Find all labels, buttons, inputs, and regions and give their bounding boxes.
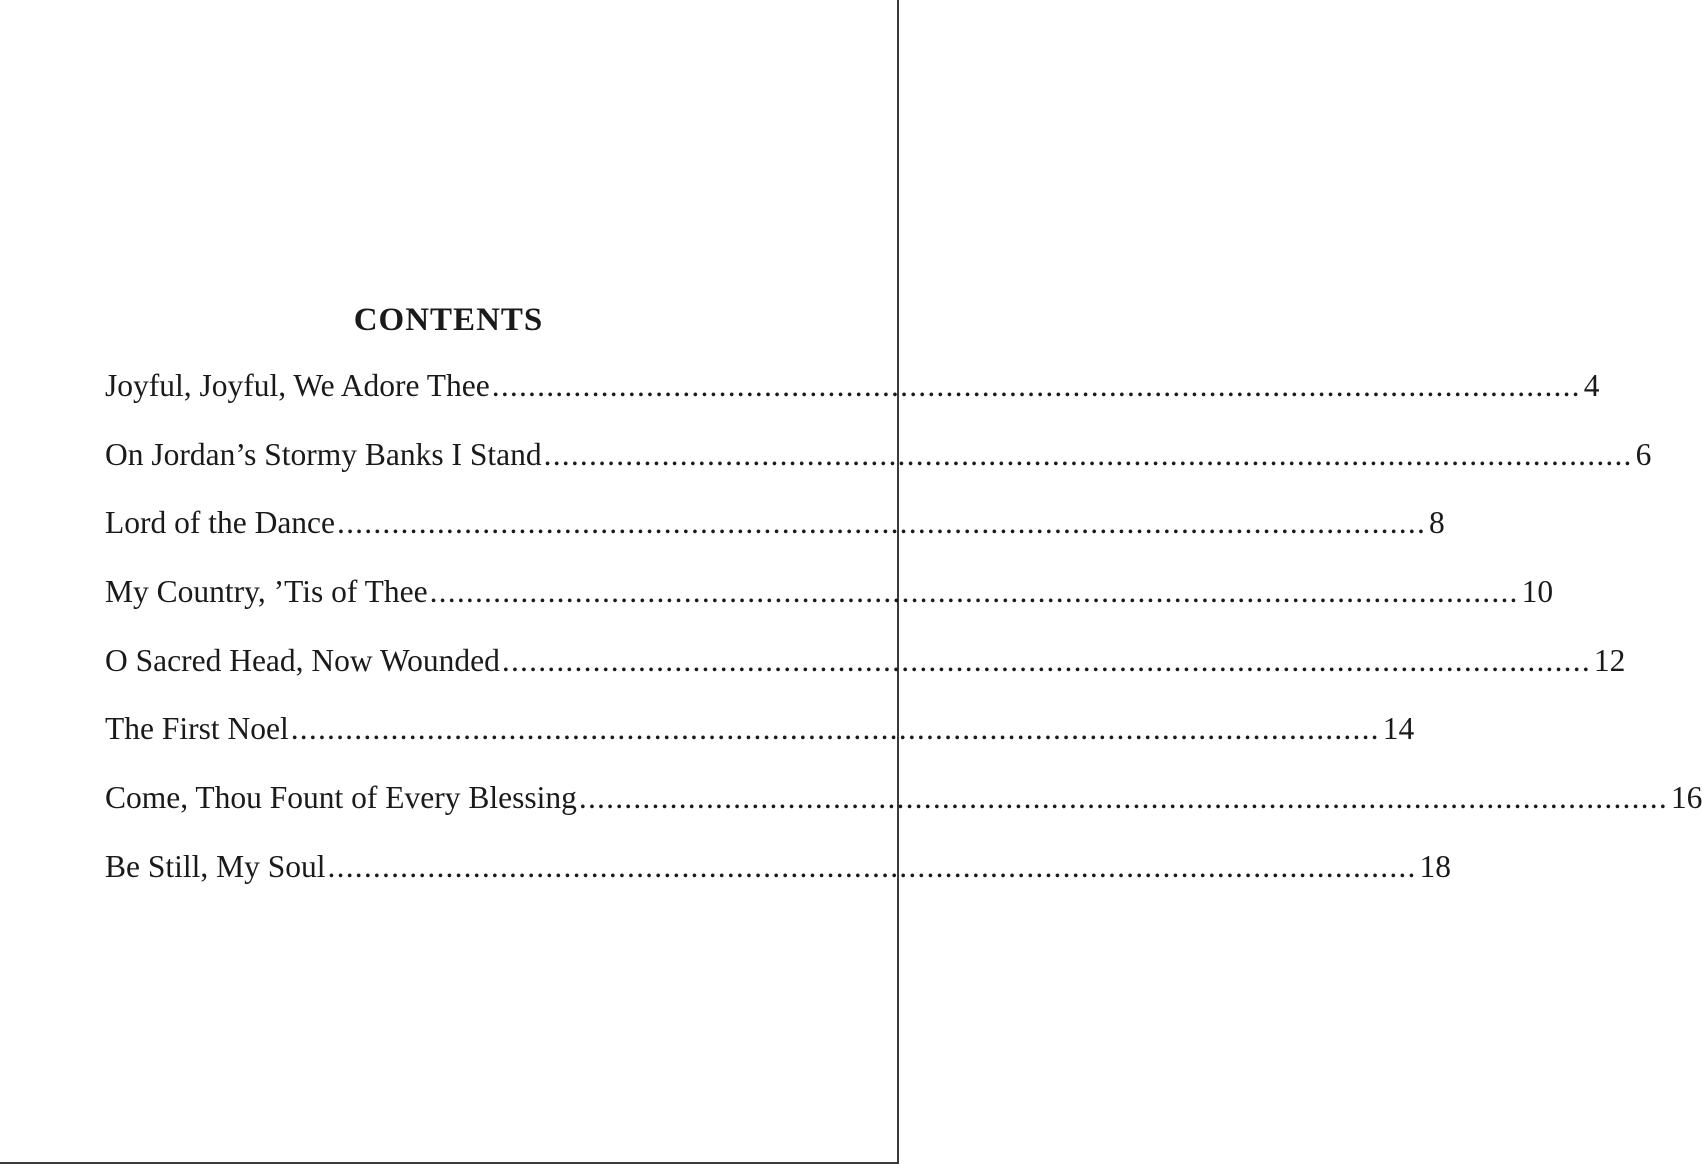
toc-entry-page: 6 — [1635, 436, 1652, 472]
toc-entry-title: The First Noel — [105, 711, 289, 747]
toc-entry — [105, 574, 1554, 643]
toc-entry — [105, 368, 1600, 437]
toc-entry — [105, 505, 1445, 574]
toc-entry-title: O Sacred Head, Now Wounded — [105, 642, 500, 678]
dot-leader: ........................................................................................................................ — [578, 780, 1668, 816]
toc-entry-title: Be Still, My Soul — [105, 848, 326, 884]
dot-leader: ........................................................................................................................ — [501, 642, 1591, 678]
contents-heading: CONTENTS — [353, 302, 544, 338]
toc-entry-title: My Country, ’Tis of Thee — [105, 574, 428, 610]
toc-entry-page: 16 — [1670, 780, 1702, 816]
toc-entry-page: 18 — [1419, 848, 1452, 884]
toc-entry — [105, 780, 1702, 849]
toc-entry-title: On Jordan’s Stormy Banks I Stand — [105, 436, 542, 472]
toc-entry — [105, 848, 1452, 918]
toc-entry-page: 4 — [1583, 368, 1600, 403]
toc-entry — [105, 642, 1626, 712]
toc-entry — [105, 711, 1415, 780]
toc-entry-page: 12 — [1593, 642, 1626, 678]
table-of-contents — [105, 368, 1702, 918]
dot-leader: ........................................................................................................................ — [491, 368, 1581, 403]
toc-entry-page: 14 — [1382, 711, 1415, 747]
toc-entry-title: Come, Thou Fount of Every Blessing — [105, 780, 577, 816]
dot-leader: ........................................................................................................................ — [327, 848, 1417, 884]
dot-leader: ........................................................................................................................ — [290, 711, 1380, 747]
toc-entry — [105, 436, 1652, 506]
dot-leader: ........................................................................................................................ — [543, 436, 1633, 472]
toc-entry-title: Lord of the Dance — [105, 505, 336, 541]
dot-leader: ........................................................................................................................ — [337, 505, 1427, 541]
toc-entry-page: 8 — [1429, 505, 1445, 541]
toc-entry-title: Joyful, Joyful, We Adore Thee — [105, 368, 490, 403]
dot-leader: ........................................................................................................................ — [429, 574, 1519, 610]
toc-entry-page: 10 — [1521, 574, 1554, 610]
